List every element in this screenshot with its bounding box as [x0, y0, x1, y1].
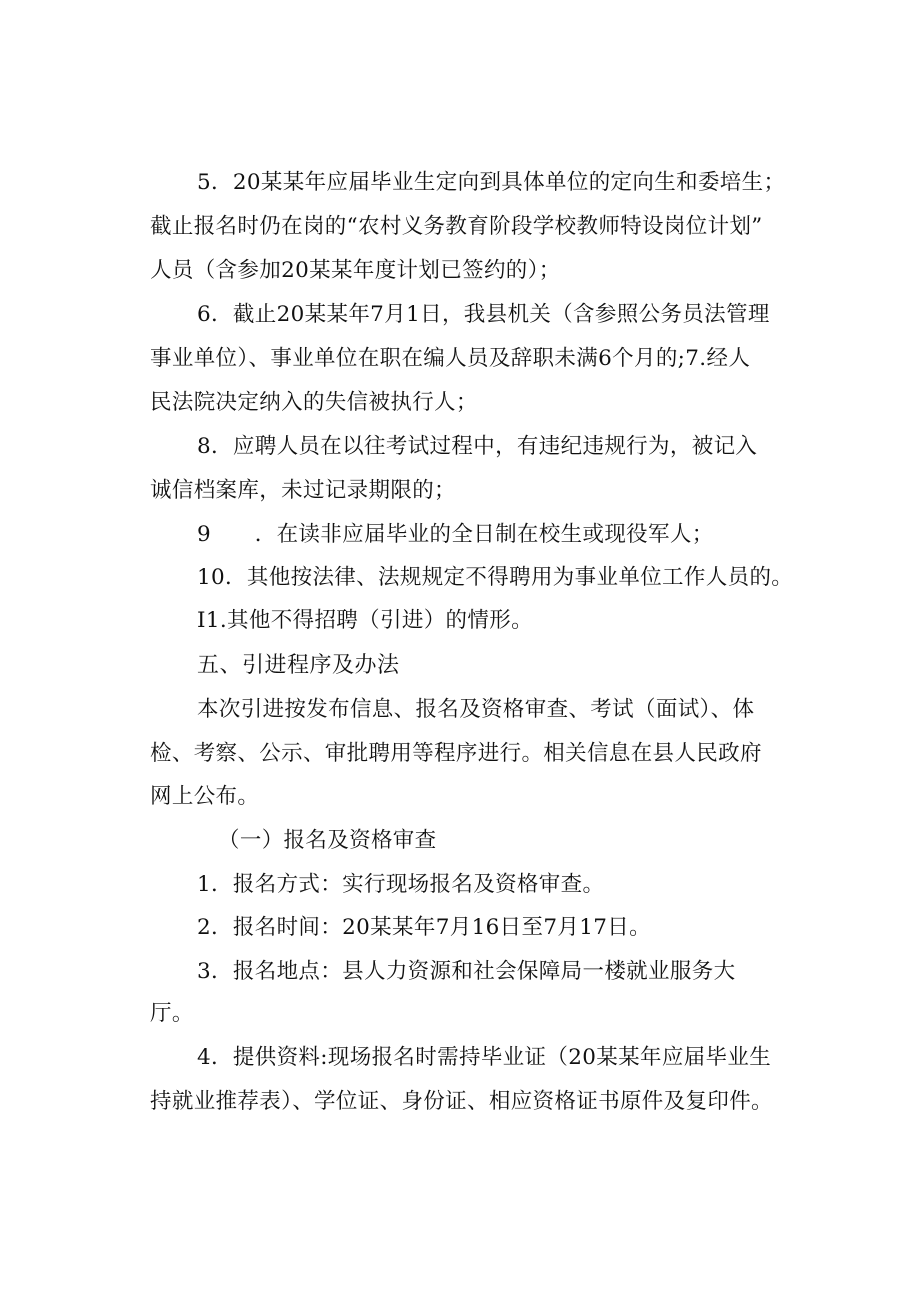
section-five-paragraph-line-3: 网上公布。: [150, 784, 260, 809]
item-6-line-1: 6．截止20某某年7月1日，我县机关（含参照公务员法管理: [197, 302, 770, 327]
registration-method: 1．报名方式：实行现场报名及资格审查。: [197, 872, 605, 897]
registration-location-line-2: 厅。: [150, 1001, 194, 1026]
registration-location-line-1: 3．报名地点：县人力资源和社会保障局一楼就业服务大: [197, 959, 736, 984]
item-8-line-2: 诚信档案库，未过记录期限的；: [150, 478, 456, 503]
subsection-one-heading: （一）报名及资格审查: [218, 828, 437, 853]
registration-time: 2．报名时间：20某某年7月16日至7月17日。: [197, 915, 652, 940]
required-materials-line-1: 4．提供资料:现场报名时需持毕业证（20某某年应届毕业生: [197, 1045, 772, 1070]
required-materials-line-2: 持就业推荐表）、学位证、身份证、相应资格证书原件及复印件。: [150, 1089, 773, 1114]
item-7-line-1: 民法院决定纳入的失信被执行人；: [150, 390, 478, 415]
item-6-line-2: 事业单位）、事业单位在职在编人员及辞职未满6个月的;7.经人: [150, 346, 751, 371]
item-11-line: I1.其他不得招聘（引进）的情形。: [197, 608, 533, 633]
item-9-line: 9 ．在读非应届毕业的全日制在校生或现役军人；: [197, 522, 714, 547]
section-five-paragraph-line-2: 检、考察、公示、审批聘用等程序进行。相关信息在县人民政府: [150, 741, 762, 766]
section-five-paragraph-line-1: 本次引进按发布信息、报名及资格审查、考试（面试）、体: [197, 697, 755, 722]
item-5-line-2: 截止报名时仍在岗的“农村义务教育阶段学校教师特设岗位计划”: [150, 214, 763, 239]
section-five-heading: 五、引进程序及办法: [197, 653, 400, 678]
item-5-line-3: 人员（含参加20某某年度计划已签约的）；: [150, 258, 561, 283]
item-5-line-1: 5．20某某年应届毕业生定向到具体单位的定向生和委培生；: [197, 170, 786, 195]
item-10-line: 10．其他按法律、法规规定不得聘用为事业单位工作人员的。: [197, 565, 794, 590]
item-8-line-1: 8．应聘人员在以往考试过程中，有违纪违规行为，被记入: [197, 434, 758, 459]
